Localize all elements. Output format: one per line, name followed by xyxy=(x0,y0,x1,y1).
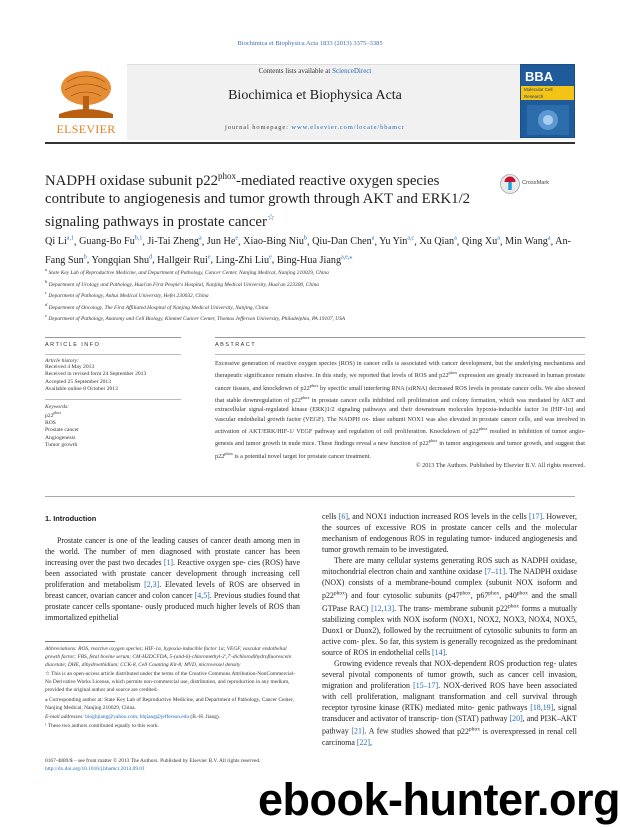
affiliation-item xyxy=(45,278,577,290)
email-prefix: E-mail addresses: xyxy=(45,713,86,720)
author-affiliation-marker[interactable]: e xyxy=(207,254,211,261)
author[interactable] xyxy=(147,236,201,247)
author[interactable] xyxy=(419,236,456,247)
phox-superscript: phox xyxy=(333,590,345,597)
cover-graphic-icon xyxy=(527,105,569,135)
author-affiliation-marker[interactable]: a xyxy=(497,236,500,242)
author[interactable] xyxy=(312,236,374,247)
contents-prefix: Contents lists available at xyxy=(258,67,333,75)
affiliation-marker: e xyxy=(45,313,47,319)
phox-superscript: phox xyxy=(428,438,438,444)
body-column-right xyxy=(322,511,577,748)
author-affiliation-marker[interactable]: b xyxy=(83,254,87,261)
author[interactable] xyxy=(277,255,353,266)
body-line: There are many cellular systems generating ROS such as NADPH xyxy=(334,556,549,566)
author-name: Ling-Zhi Liu xyxy=(215,254,270,266)
body-line: invasion, migration and proliferation [15–17]. NOX-derived ROS have xyxy=(322,669,577,690)
body-line: NOX isoform (NOX1, NOX2, NOX3, NOX4, NOX5, Duox1 or Duox2), xyxy=(322,614,577,635)
citation-link[interactable]: [4,5] xyxy=(194,591,210,601)
body-line: membrane subunit $p22^{phox}$ forms a mutually stabilizing complex with xyxy=(322,603,577,624)
issn-line: 0167-4889/$ – see front matter © 2013 The Authors. Published by Elsevier B.V. All rights reserved. xyxy=(45,758,261,764)
author-name: Jun He xyxy=(206,236,236,248)
author-name: An-Fang Sun xyxy=(45,236,571,266)
article-info-heading: ARTICLE INFO xyxy=(45,342,101,348)
article-info-subrule xyxy=(45,354,181,355)
abstract-subrule xyxy=(215,354,585,355)
citation-link[interactable]: [15–17] xyxy=(413,680,439,690)
abstract-heading: ABSTRACT xyxy=(215,342,257,348)
history-list xyxy=(45,364,181,394)
author-affiliation-marker[interactable]: b xyxy=(303,236,307,242)
author[interactable] xyxy=(45,236,74,247)
body-column-left xyxy=(45,513,300,623)
author[interactable] xyxy=(216,255,272,266)
title-sup: phox xyxy=(218,171,237,181)
abstract-line: and tumor growth, and suggest that $p22^{phox}$ is a potential novel target for prostate cancer treatment. xyxy=(215,440,585,460)
author-affiliation-marker[interactable]: a,e,⁎ xyxy=(341,254,353,261)
title-part-2: -mediated reactive oxygen species contribute to angiogenesis and tumor growth through AKT and ERK1/2 signaling pathways in prostate cancer xyxy=(45,172,471,230)
author-name: Hallgeir Rui xyxy=(157,254,208,266)
abstract-line: VEGF pathway and regulation of cell proliferation. Knockdown of $p22^{phox}$ resulted in inhibition of tumor angio- xyxy=(296,425,585,436)
citation-link[interactable]: [1] xyxy=(163,558,174,568)
cover-title: BBA xyxy=(525,69,554,84)
author-name: Yu Yin xyxy=(379,236,408,248)
affiliation-item xyxy=(45,266,577,278)
author-name: Min Wang xyxy=(505,236,548,248)
abstract-line: Excessive generation of reactive oxygen species (ROS) in cancer cells is associated with cancer development, but xyxy=(215,360,504,367)
author-affiliation-marker[interactable]: a xyxy=(199,236,202,242)
affiliation-text: Department of Urology and Pathology, Huai'an First People's Hospital, Nanjing Medical University, Huai'an 223300, China xyxy=(47,281,319,288)
affiliation-text: Department of Pathology, Anhui Medical University, Hefei 230032, China xyxy=(47,292,209,299)
phox-superscript: phox xyxy=(516,590,528,597)
affiliation-marker: d xyxy=(45,301,48,307)
author-affiliation-marker[interactable]: a xyxy=(454,236,457,242)
author[interactable] xyxy=(207,236,238,247)
body-line: oxidase, mitochondrial electron chain and xanthine oxidase [7–11]. xyxy=(322,556,577,577)
author[interactable] xyxy=(79,236,142,247)
body-line: ulates several pivotal components of tumor growth, such as cancer cell xyxy=(322,658,577,679)
body-line: through increasing cell proliferation and metabolism [2,3]. Elevated xyxy=(45,569,300,590)
author-affiliation-marker[interactable]: e xyxy=(269,254,272,261)
abbreviations-footnote: Abbreviations: ROS, reactive oxygen species; HIF-1α, hypoxia-inducible factor 1α; VEGF, vascular endothelial growth factor; FBS, fetal bovine serum; CM-H2DCFDA, 5-(and-6)-chloromethyl-2′,7′-dichlorodihydrofluorescein diacetate; DHE, dihydroethidium; CCK-8, Cell Counting Kit-8; MVD, microvessel density xyxy=(45,646,292,669)
body-line: the molecular mechanism of endogenous ROS in regulating tumor- xyxy=(322,523,577,544)
body-line: been associated with cell proliferation, malignant transformation and xyxy=(322,680,577,701)
phox-superscript: phox xyxy=(448,370,458,376)
footnote-rule xyxy=(45,641,115,642)
intro-paragraph-1 xyxy=(45,535,300,623)
phox-superscript: phox xyxy=(468,726,480,733)
body-line: ($p47^{phox}$, $p67^{phox}$, $p40^{phox}$ and the small GTPase RAC) [12,13]. The trans- xyxy=(322,590,578,613)
affiliation-marker: a xyxy=(45,267,48,272)
author[interactable] xyxy=(243,236,307,247)
body-line: induced angiogenesis and tumor growth remain to be investigated. xyxy=(322,534,577,555)
citation-link[interactable]: [22] xyxy=(356,737,370,747)
body-line: cancer [4,5]. Previous studies found that prostate cancer cells spontane- xyxy=(45,591,300,612)
body-line: source of ROS in endothelial cells [14]. xyxy=(322,647,448,657)
keyword-item: Prostate cancer xyxy=(45,427,80,434)
body-line: followed by the recruitment of cytosolic subunits to form an active com- xyxy=(322,625,577,646)
body-paragraph xyxy=(322,658,577,748)
doi-link[interactable]: http://dx.doi.org/10.1016/j.bbamcr.2013.09.01 xyxy=(45,766,145,772)
body-line: (subunit NOX isoform and $p22^{phox}$) and four cytosolic subunits xyxy=(322,578,577,600)
article-info-rule xyxy=(45,337,181,338)
affiliation-item xyxy=(45,312,577,324)
crossmark-badge[interactable] xyxy=(500,172,580,196)
body-line: levels of ROS are observed in breast cancer, ovarian cancer and colon xyxy=(45,580,300,601)
author-name: Qi Li xyxy=(45,236,67,248)
author[interactable] xyxy=(157,255,210,266)
affiliation-text: State Key Lab of Reproductive Medicine, and Department of Pathology, Cancer Center, Nanjing Medical, Nanjing 210029, China xyxy=(47,269,329,276)
author-affiliation-marker[interactable]: a xyxy=(547,236,551,242)
body-line: plex. So far, this system is generally recognized as the predominant xyxy=(361,636,577,646)
body-line: genic pathways [18,19], signal transducer and activator of transcrip- xyxy=(322,703,577,724)
author-affiliation-marker[interactable]: a xyxy=(371,236,375,242)
keyword-item: $p22^{phox}$ xyxy=(45,410,62,419)
abstract-line: genesis and tumor growth in nude mice. These findings reveal a new function of $p22^{phox}$ in tumor angiogenesis xyxy=(215,438,495,448)
keyword-item: ROS xyxy=(45,419,56,426)
phox-superscript: phox xyxy=(300,395,310,401)
crossmark-label: CrossMark xyxy=(522,180,550,186)
abstract-line: idase subunit NOX1 was also elevated in prostate cancer cells, and was involved in activation of AKT/ERK/HIF-1/ xyxy=(215,415,585,436)
affiliation-marker: c xyxy=(45,290,47,296)
keywords-list xyxy=(45,410,181,450)
abstract-section xyxy=(215,337,585,470)
email-footnote xyxy=(45,713,300,721)
journal-name: Biochimica et Biophysica Acta xyxy=(228,88,402,103)
author[interactable] xyxy=(462,236,500,247)
elsevier-wordmark: ELSEVIER xyxy=(56,122,116,136)
body-paragraph xyxy=(322,511,577,555)
body-line: has been increasing over the past two decades [1]. Reactive oxygen spe- xyxy=(45,547,300,568)
author-name: Xiao-Bing Niu xyxy=(243,236,304,248)
abstract-line: ROS and $p22^{phox}$ expression are greatly increased in human prostate cancer tissues, and knockdown of $p22^{phox}$ by xyxy=(215,370,586,392)
issn-doi-block xyxy=(45,757,345,773)
abstract-text xyxy=(215,359,585,461)
masthead-rule xyxy=(45,142,575,144)
journal-homepage xyxy=(150,124,480,131)
author-name: Yongqian Shu xyxy=(91,254,150,266)
citation-link[interactable]: [20] xyxy=(509,714,523,724)
abstract-line: molecules hypoxia-inducible factor 1α (HIF-1α) and vascular endothelial growth factor (VEGF). The NADPH ox- xyxy=(215,406,585,423)
abstract-line: specific small interfering RNA (siRNA) decreased ROS levels in prostate cancer cells. We also showed that stable xyxy=(215,384,586,405)
author[interactable] xyxy=(379,236,414,247)
author-affiliation-marker[interactable]: b,1 xyxy=(134,236,143,242)
keyword-item: Tumor growth xyxy=(45,442,78,449)
phox-superscript: phox xyxy=(224,450,233,456)
article-info xyxy=(45,337,181,450)
citation-link[interactable]: [21] xyxy=(351,726,365,736)
author-name: Guang-Bo Fu xyxy=(79,236,135,248)
author-name: Bing-Hua Jiang xyxy=(276,254,342,266)
front-matter-rule xyxy=(45,496,575,497)
author-affiliation-marker[interactable]: e xyxy=(235,236,239,242)
affiliation-list xyxy=(45,266,577,324)
keywords-label: Keywords: xyxy=(45,403,70,410)
abstract-line: downregulation of $p22^{phox}$ in prostate cancer cells inhibited cell proliferation and colony formation, which was xyxy=(243,395,527,405)
article-title xyxy=(45,167,500,231)
abstract-copyright: © 2013 The Authors. Published by Elsevier B.V. All rights reserved. xyxy=(415,462,585,470)
author-affiliation-marker[interactable]: a,1 xyxy=(66,236,74,242)
author-list: Qi Li$^{a,1}$, Guang-Bo Fu$^{b,1}$, Ji-Tai Zheng$^a$, Jun He$^e$, Xiao-Bing Niu$^b$, Qiu-Dan Chen$^a$, Yu Yin$^{a,c}$, Xu Qian$^a$, Qing Xu$^a$, Min Wang$^a$, An-Fang Sun$^b$, Yongqian Shu$^d$, Hallgeir Rui$^e$, Ling-Zhi Liu$^e$, Bing-Hua Jiang$^{a,e,⁎}$ xyxy=(45,236,571,266)
abstract-line: the underlying mechanisms and therapeutic significance remain elusive. In this study, we reported that levels of xyxy=(215,360,585,380)
body-line: ously produced much higher levels of ROS than immortalized epithelial xyxy=(45,602,300,623)
phox-superscript: phox xyxy=(309,382,319,388)
section-heading-introduction: 1. Introduction xyxy=(45,514,97,523)
author[interactable] xyxy=(505,236,551,247)
phox-superscript: phox xyxy=(459,590,471,597)
author-affiliation-marker[interactable]: a,c xyxy=(407,236,415,242)
author-affiliation-marker[interactable]: d xyxy=(149,254,153,261)
body-line: Prostate cancer is one of the leading causes of cancer death among xyxy=(57,536,275,546)
author-name: Ji-Tai Zheng xyxy=(147,236,200,248)
keyword-superscript: phox xyxy=(53,410,62,415)
equal-contribution-footnote: ¹ These two authors contributed equally to this work. xyxy=(45,722,159,729)
body-line: tion (STAT) pathway [20], and PI3K–AKT pathway [21]. A few studies xyxy=(322,714,577,736)
author-name: Qing Xu xyxy=(461,236,498,248)
affiliation-item xyxy=(45,289,577,301)
body-line: showed that $p22^{phox}$ is overexpressed in renal cell carcinoma [22], xyxy=(322,726,577,747)
open-access-footnote: ☆ This is an open-access article distributed under the terms of the Creative Commons Attribution-NonCommercial-No Derivative Works License, which permits non-commercial use, distribution, and reproduction in any medium, provided the original author and source are credited. xyxy=(45,671,295,694)
abstract-line: mediated by AKT and extracellular signal-regulated kinase (ERK)1/2 signaling pathways and their downstream xyxy=(215,397,586,414)
body-line: cies (ROS) have been associated with prostate cancer development xyxy=(45,558,300,579)
affiliation-text: Department of Oncology, The First Affiliated Hospital of Nanjing Medical University, Nanjing, China xyxy=(47,304,269,311)
email-suffix: (B.-H. Jiang). xyxy=(189,713,221,720)
body-line: However, the sources of excessive ROS in prostate cancer cells and xyxy=(322,512,577,533)
cover-subtitle-1: Molecular Cell xyxy=(524,87,553,92)
keywords-rule xyxy=(45,399,181,400)
corresponding-author-footnote: ⁎ Corresponding author at: State Key Lab of Reproductive Medicine, and Department of Pathology, Cancer Center, Nanjing Medical, Nanjing 210029, China. xyxy=(45,696,294,711)
history-item: Received in revised form 24 September 2013 xyxy=(45,371,147,378)
cover-subtitle-band xyxy=(521,86,574,100)
citation-link[interactable]: [7–11] xyxy=(484,567,506,577)
watermark-text: ebook-hunter.org xyxy=(258,774,620,825)
title-star-note[interactable]: ☆ xyxy=(266,211,275,222)
body-paragraph xyxy=(322,555,577,658)
citation-link[interactable]: [17] xyxy=(528,512,543,521)
keyword-item: Angiogenesis xyxy=(45,434,76,441)
citation-link[interactable]: [6] xyxy=(338,512,348,521)
body-line: cells [6], and NOX1 induction increased ROS levels in the cells [17]. xyxy=(322,512,545,521)
body-line: men in the world. The number of men diagnosed with prostate cancer xyxy=(45,536,300,557)
sciencedirect-link[interactable]: ScienceDirect xyxy=(332,67,372,75)
history-item: Accepted 25 September 2013 xyxy=(45,378,112,385)
history-item: Received 4 May 2013 xyxy=(45,364,95,370)
citation-link[interactable]: [14] xyxy=(432,647,446,657)
homepage-link[interactable]: www.elsevier.com/locate/bbamcr xyxy=(291,124,405,131)
affiliation-item xyxy=(45,301,577,313)
body-line: Growing evidence reveals that NOX-dependent ROS production reg- xyxy=(334,658,557,668)
cover-subtitle-2: Research xyxy=(524,94,544,100)
affiliation-marker: b xyxy=(45,278,48,284)
running-head[interactable]: Biochimica et Biophysica Acta 1833 (2013) 3375–3385 xyxy=(237,40,383,47)
author-name: Qiu-Dan Chen xyxy=(312,236,372,248)
elsevier-logo[interactable] xyxy=(45,64,127,140)
citation-link[interactable]: [18,19] xyxy=(530,703,554,713)
email-links[interactable]: binghjiang@yahoo.com, bhjiang@jefferson.edu xyxy=(85,713,190,720)
crossmark-icon xyxy=(500,174,520,194)
phox-superscript: phox xyxy=(488,590,500,597)
citation-link[interactable]: [12,13] xyxy=(371,603,395,613)
homepage-prefix: journal homepage: xyxy=(225,124,292,131)
author-name: Xu Qian xyxy=(419,236,455,248)
phox-superscript: phox xyxy=(507,603,520,609)
contents-line xyxy=(150,67,480,75)
citation-link[interactable]: [2,3] xyxy=(144,580,160,590)
history-item: Available online 8 October 2013 xyxy=(45,386,118,393)
footnotes xyxy=(45,645,300,731)
history-label: Article history: xyxy=(45,358,80,364)
body-line: The NADPH oxidase (NOX) consists of a membrane-bound complex xyxy=(322,567,577,588)
affiliation-text: Department of Pathology, Anatomy and Cell Biology, Kimmel Cancer Center, Thomas Jefferson University, Philadelphia, PA 19107, USA xyxy=(47,316,346,323)
body-line: cell survival through receptor tyrosine kinase (RTK) mediated mito- xyxy=(322,692,578,713)
abstract-rule xyxy=(215,337,585,338)
journal-cover[interactable] xyxy=(520,64,575,138)
author[interactable] xyxy=(92,255,153,266)
phox-superscript: phox xyxy=(478,425,488,431)
title-part-1: NADPH oxidase subunit p22 xyxy=(45,172,219,189)
